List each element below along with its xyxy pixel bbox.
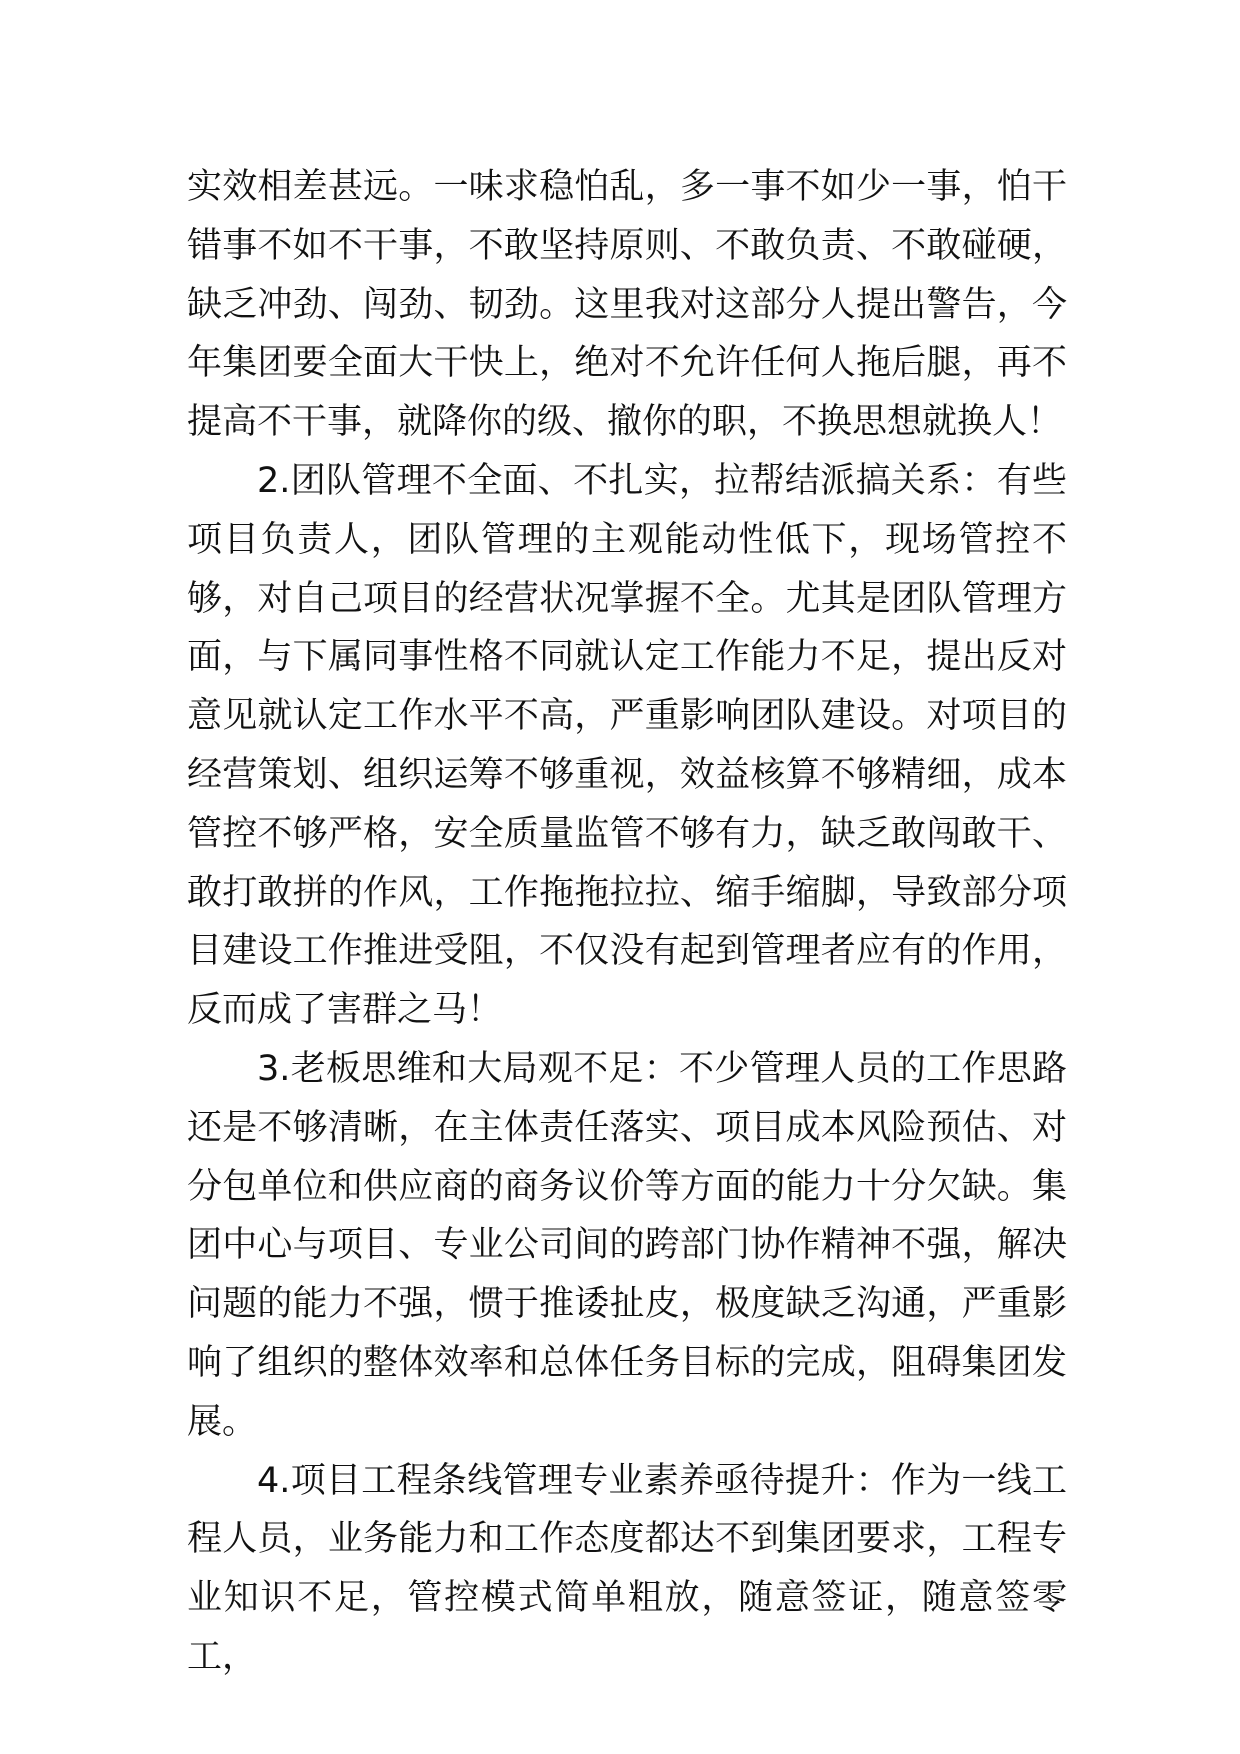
body-text xyxy=(187,158,1067,1687)
paragraph-item-4: 4.项目工程条线管理专业素养亟待提升：作为一线工程人员，业务能力和工作态度都达不到集团要求，工程专业知识不足，管控模式简单粗放，随意签证，随意签零工， xyxy=(187,1460,1067,1677)
paragraph-item-3: 3.老板思维和大局观不足：不少管理人员的工作思路还是不够清晰，在主体责任落实、项目成本风险预估、对分包单位和供应商的商务议价等方面的能力十分欠缺。集团中心与项目、专业公司间的跨部门协作精神不强，解决问题的能力不强，惯于推诿扯皮，极度缺乏沟通，严重影响了组织的整体效率和总体任务目标的完成，阻碍集团发展。 xyxy=(187,1048,1067,1442)
paragraph-item-2: 2.团队管理不全面、不扎实，拉帮结派搞关系：有些项目负责人，团队管理的主观能动性低下，现场管控不够，对自己项目的经营状况掌握不全。尤其是团队管理方面，与下属同事性格不同就认定工作能力不足，提出反对意见就认定工作水平不高，严重影响团队建设。对项目的经营策划、组织运筹不够重视，效益核算不够精细，成本管控不够严格，安全质量监管不够有力，缺乏敢闯敢干、敢打敢拼的作风，工作拖拖拉拉、缩手缩脚，导致部分项目建设工作推进受阻，不仅没有起到管理者应有的作用，反而成了害群之马！ xyxy=(187,460,1067,1031)
paragraph-continuation: 实效相差甚远。一味求稳怕乱，多一事不如少一事，怕干错事不如不干事，不敢坚持原则、不敢负责、不敢碰硬，缺乏冲劲、闯劲、韧劲。这里我对这部分人提出警告，今年集团要全面大干快上，绝对不允许任何人拖后腿，再不提高不干事，就降你的级、撤你的职，不换思想就换人！ xyxy=(187,167,1067,443)
